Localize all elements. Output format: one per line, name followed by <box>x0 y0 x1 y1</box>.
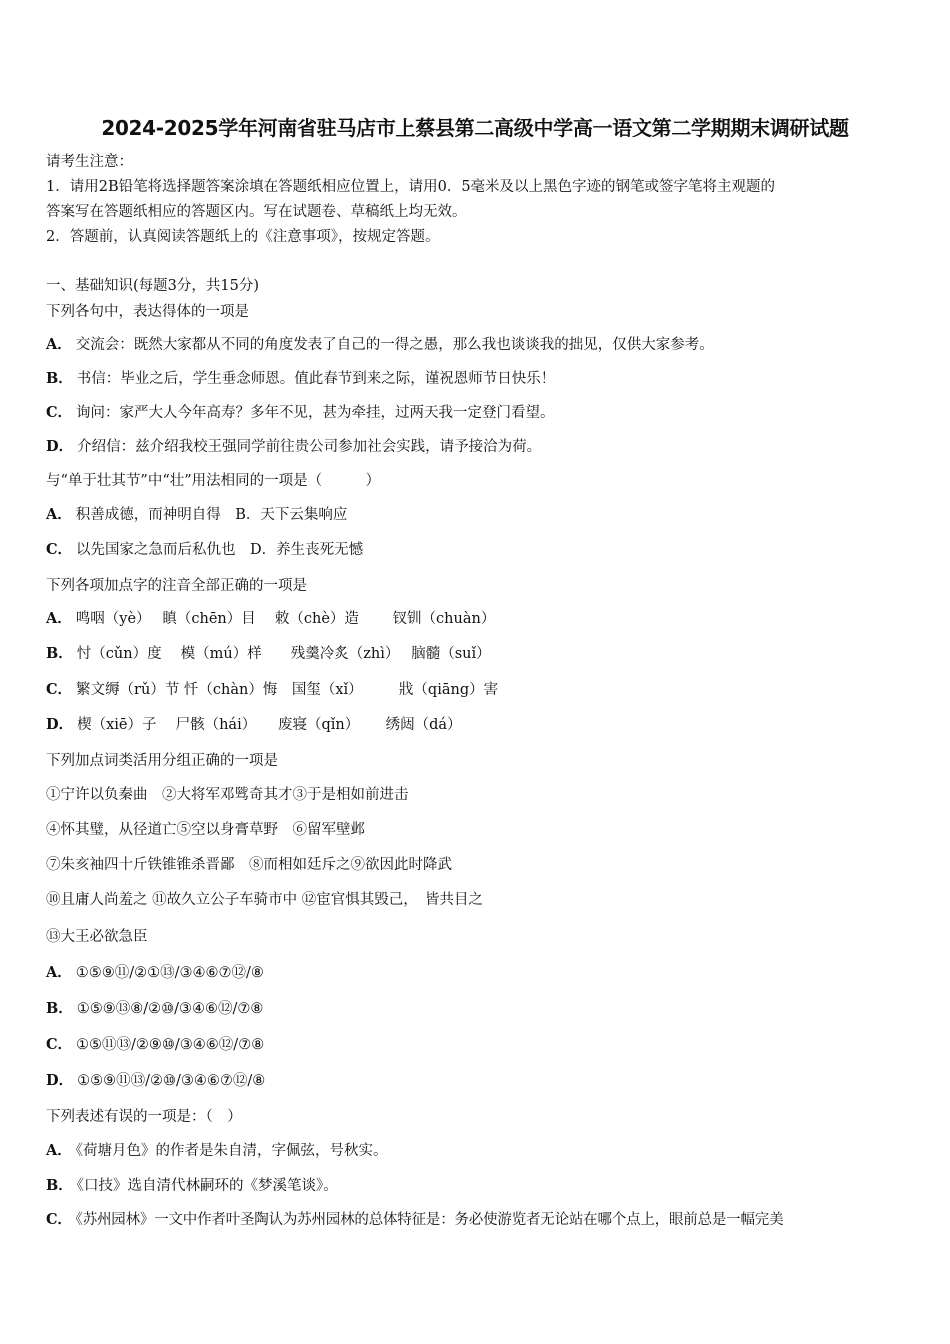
question-4-option-b <box>46 999 263 1019</box>
question-4-row-1: ①宁许以负秦曲 ②大将军邓骘奇其才③于是相如前进击 <box>46 787 409 803</box>
question-4-option-d <box>46 1071 265 1091</box>
question-3-option-a <box>46 609 495 629</box>
question-5-stem: 下列表述有误的一项是：（ ） <box>46 1109 242 1125</box>
question-3-option-c <box>46 680 498 700</box>
option-text: ①⑤⑨⑪⑬/②⑩/③④⑥⑦⑫/⑧ <box>77 1073 266 1089</box>
question-3-option-b <box>46 644 491 664</box>
question-3-option-d <box>46 715 462 735</box>
question-1-stem: 下列各句中，表达得体的一项是 <box>46 304 249 320</box>
question-2-options-ab <box>46 505 347 525</box>
question-2-stem: 与“单于壮其节”中“壮”用法相同的一项是（ ） <box>46 473 381 489</box>
option-text: 询问：家严大人今年高寿？多年不见，甚为牵挂，过两天我一定登门看望。 <box>76 405 555 421</box>
question-1-option-c <box>46 403 555 423</box>
option-text: 忖（cǔn）度 模（mú）样 残羹冷炙（zhì） 脑髓（suǐ） <box>76 646 491 662</box>
option-text: 积善成德，而神明自得 B．天下云集响应 <box>75 507 348 523</box>
option-text: ①⑤⑪⑬/②⑨⑩/③④⑥⑫/⑦⑧ <box>76 1037 265 1053</box>
option-text: 《荷塘月色》的作者是朱自清，字佩弦，号秋实。 <box>75 1143 388 1159</box>
question-4-row-5: ⑬大王必欲急臣 <box>46 929 148 945</box>
question-5-option-c <box>46 1210 783 1230</box>
question-4-option-a <box>46 963 264 983</box>
option-text: 以先国家之急而后私仇也 D．养生丧死无憾 <box>76 542 364 558</box>
question-4-stem: 下列加点词类活用分组正确的一项是 <box>46 753 278 769</box>
question-4-row-4: ⑩且庸人尚羞之 ⑪故久立公子车骑市中 ⑫宦官惧其毁己， 皆共目之 <box>46 892 483 908</box>
option-label: A． <box>46 506 72 523</box>
question-5-option-b <box>46 1176 338 1196</box>
question-4-row-3: ⑦朱亥袖四十斤铁锥锥杀晋鄙 ⑧而相如廷斥之⑨欲因此时降武 <box>46 857 452 873</box>
page-title: 2024-2025学年河南省驻马店市上蔡县第二高级中学高一语文第二学期期末调研试题 <box>101 116 849 140</box>
notice-line-1a: 1．请用2B铅笔将选择题答案涂填在答题纸相应位置上，请用0．5毫米及以上黑色字迹的钢笔或签字笔将主观题的 <box>46 179 776 195</box>
question-1-option-b <box>46 369 555 389</box>
option-label: C． <box>46 541 73 558</box>
option-label: D． <box>46 438 74 455</box>
option-text: ①⑤⑨⑬⑧/②⑩/③④⑥⑫/⑦⑧ <box>76 1001 264 1017</box>
option-label: B． <box>46 645 73 662</box>
option-label: A． <box>46 964 72 981</box>
option-label: C． <box>46 1211 72 1228</box>
option-label: A． <box>46 336 72 353</box>
notice-line-2: 2．答题前，认真阅读答题纸上的《注意事项》，按规定答题。 <box>46 229 440 245</box>
option-text: 楔（xiē）子 尸骸（hái） 废寝（qǐn） 绣闼（dá） <box>77 717 462 733</box>
option-label: C． <box>46 681 73 698</box>
option-text: 《口技》选自清代林嗣环的《梦溪笔谈》。 <box>76 1178 338 1194</box>
question-2-options-cd <box>46 540 363 560</box>
option-label: A． <box>46 1142 72 1159</box>
question-1-option-a <box>46 335 714 355</box>
option-label: D． <box>46 716 74 733</box>
notice-heading: 请考生注意： <box>46 154 133 170</box>
option-text: ①⑤⑨⑪/②①⑬/③④⑥⑦⑫/⑧ <box>75 965 264 981</box>
option-label: D． <box>46 1072 74 1089</box>
option-label: A． <box>46 610 72 627</box>
question-4-option-c <box>46 1035 264 1055</box>
question-4-row-2: ④怀其璧，从径道亡⑤空以身膏草野 ⑥留军壁邺 <box>46 822 365 838</box>
question-1-option-d <box>46 437 541 457</box>
question-3-stem: 下列各项加点字的注音全部正确的一项是 <box>46 578 307 594</box>
option-text: 交流会：既然大家都从不同的角度发表了自己的一得之愚，那么我也谈谈我的拙见，仅供大家参考。 <box>75 337 714 353</box>
question-5-option-a <box>46 1141 388 1161</box>
option-label: B． <box>46 370 73 387</box>
option-text: 书信：毕业之后，学生垂念师恩。值此春节到来之际，谨祝恩师节日快乐！ <box>76 371 556 387</box>
section-heading: 一、基础知识(每题3分，共15分) <box>46 278 259 294</box>
notice-line-1b: 答案写在答题纸相应的答题区内。写在试题卷、草稿纸上均无效。 <box>46 204 467 220</box>
option-text: 介绍信：兹介绍我校王强同学前往贵公司参加社会实践，请予接洽为荷。 <box>77 439 542 455</box>
option-label: C． <box>46 404 73 421</box>
option-text: 繁文缛（rǔ）节 忏（chàn）悔 国玺（xǐ） 戕（qiāng）害 <box>76 682 499 698</box>
option-label: C． <box>46 1036 73 1053</box>
option-label: B． <box>46 1000 73 1017</box>
option-label: B． <box>46 1177 73 1194</box>
option-text: 《苏州园林》一文中作者叶圣陶认为苏州园林的总体特征是：务必使游览者无论站在哪个点上，眼前总是一幅完美 <box>75 1212 784 1228</box>
option-text: 鸣咽（yè） 瞋（chēn）目 敕（chè）造 钗钏（chuàn） <box>75 611 496 627</box>
